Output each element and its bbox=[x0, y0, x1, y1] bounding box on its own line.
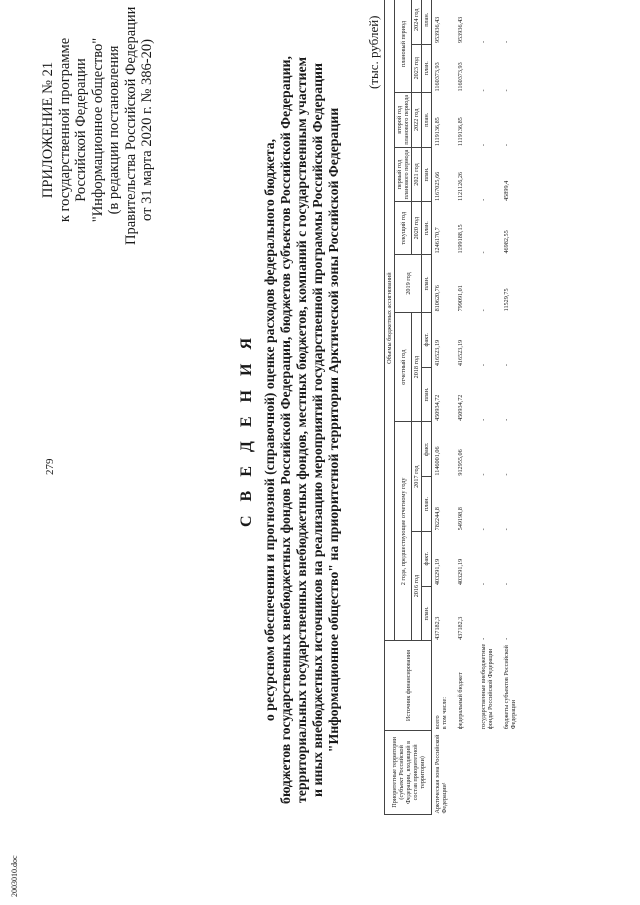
header-plan: план. bbox=[422, 586, 432, 641]
value-cell: 549198,8 bbox=[457, 507, 464, 531]
header-plan: план. bbox=[422, 0, 432, 44]
value-cell: 450934,72 bbox=[457, 394, 464, 421]
value-cell: 450934,72 bbox=[434, 394, 441, 421]
value-cell: 437182,3 bbox=[457, 616, 464, 640]
source-cell: бюджеты субъектов Российской Федерации bbox=[503, 645, 517, 730]
header-2022: 2022 год bbox=[412, 92, 422, 147]
value-cell: - bbox=[503, 364, 510, 367]
value-cell: - bbox=[480, 309, 487, 312]
value-cell: 1160373,93 bbox=[457, 62, 464, 92]
value-cell: - bbox=[480, 473, 487, 476]
header-plan: план. bbox=[422, 92, 432, 147]
value-cell: - bbox=[503, 637, 510, 640]
table-row bbox=[455, 0, 478, 815]
subtitle-line: территориальных государственных внебюджетных фондов, местных бюджетов, компаний с государственным участием bbox=[294, 56, 309, 804]
value-cell: - bbox=[503, 583, 510, 586]
value-cell: 1246170,7 bbox=[434, 227, 441, 254]
header-fact: факт. bbox=[422, 531, 432, 586]
subtitle-line: о ресурсном обеспечении и прогнозной (справочной) оценке расходов федерального бюджета, bbox=[262, 138, 277, 722]
value-cell: 403291,19 bbox=[457, 558, 464, 586]
header-2023: 2023 год bbox=[412, 44, 422, 92]
header-report-year: отчетный год bbox=[395, 312, 412, 421]
header-plan: план. bbox=[422, 202, 432, 255]
file-id: 2003010.doc bbox=[10, 855, 19, 897]
page-number: 279 bbox=[44, 458, 56, 475]
value-cell: 912955,06 bbox=[457, 449, 464, 476]
header-current-year: текущий год bbox=[395, 202, 412, 255]
value-cell: 416523,19 bbox=[434, 339, 441, 367]
header-2020: 2020 год bbox=[412, 202, 422, 255]
header-2021: 2021 год bbox=[412, 147, 422, 202]
value-cell: 1146001,06 bbox=[434, 446, 441, 476]
value-cell: 1119136,85 bbox=[457, 117, 464, 147]
value-cell: 1160373,93 bbox=[434, 62, 441, 92]
value-cell: 46982,55 bbox=[503, 230, 510, 254]
document-title: С В Е Д Е Н И Я bbox=[238, 332, 255, 528]
annex-line: (в редакции постановления bbox=[106, 45, 122, 215]
value-cell: - bbox=[480, 198, 487, 201]
value-cell: 782244,8 bbox=[434, 507, 441, 531]
value-cell: - bbox=[503, 89, 510, 92]
header-plan: план. bbox=[422, 44, 432, 92]
value-cell: - bbox=[480, 89, 487, 92]
table-row bbox=[478, 0, 501, 815]
source-cell: всего в том числе: bbox=[434, 697, 448, 730]
value-cell: - bbox=[480, 583, 487, 586]
value-cell: - bbox=[503, 40, 510, 44]
funding-table bbox=[384, 0, 524, 815]
header-fact: факт. bbox=[422, 312, 432, 367]
value-cell: - bbox=[503, 144, 510, 147]
value-cell: 953936,43 bbox=[457, 16, 464, 44]
table-row bbox=[432, 0, 456, 815]
value-cell: 416523,19 bbox=[457, 339, 464, 367]
header-territory: Приоритетные территории (субъект Российской Федерации, входящий в состав приоритетной территории) bbox=[385, 730, 432, 814]
value-cell: 11529,75 bbox=[503, 288, 510, 312]
annex-line: Правительства Российской Федерации bbox=[122, 6, 139, 245]
header-two-years: 2 года, предшествующие отчетному году bbox=[395, 422, 412, 641]
subtitle-line: бюджетов государственных внебюджетных фондов Российской Федерации, бюджетов субъектов Российской Федерации, bbox=[278, 56, 293, 804]
header-plan: план. bbox=[422, 477, 432, 532]
header-fact: факт. bbox=[422, 422, 432, 477]
value-cell: 799091,01 bbox=[457, 285, 464, 312]
value-cell: 1119136,85 bbox=[434, 117, 441, 147]
value-cell: 437182,3 bbox=[434, 616, 441, 640]
header-row-1 bbox=[385, 0, 395, 815]
value-cell: - bbox=[480, 364, 487, 367]
annex-line: "Информационное общество" bbox=[89, 37, 106, 223]
unit-label: (тыс. рублей) bbox=[366, 15, 381, 89]
value-cell: 953936,43 bbox=[434, 16, 441, 44]
subtitle-line: "Информационное общество" на приоритетной территории Арктической зоны Российской Федерации bbox=[326, 107, 341, 753]
header-2016: 2016 год bbox=[412, 531, 422, 640]
header-source: Источник финансирования bbox=[385, 641, 432, 730]
territory-cell: Арктическая зона Российской Федерации¹ bbox=[434, 734, 448, 814]
annex-line: к государственной программе bbox=[56, 37, 73, 223]
subtitle-line: и иных внебюджетных источников на реализацию мероприятий государственной программы Российской Федерации bbox=[310, 63, 325, 797]
value-cell: - bbox=[480, 637, 487, 640]
table-row bbox=[501, 0, 524, 815]
value-cell: - bbox=[480, 418, 487, 421]
annex-line: ПРИЛОЖЕНИЕ № 21 bbox=[40, 61, 56, 199]
value-cell: 403291,19 bbox=[434, 558, 441, 586]
document-heading bbox=[238, 35, 342, 825]
header-2018: 2018 год bbox=[412, 312, 422, 421]
header-2017: 2017 год bbox=[412, 422, 422, 531]
document-subtitle bbox=[262, 35, 342, 825]
source-cell: федеральный бюджет bbox=[457, 672, 464, 730]
value-cell: 1121126,26 bbox=[457, 171, 464, 201]
value-cell: 810620,76 bbox=[434, 285, 441, 312]
value-cell: - bbox=[480, 528, 487, 531]
value-cell: 1199188,15 bbox=[457, 224, 464, 254]
header-2024: 2024 год bbox=[412, 0, 422, 44]
value-cell: - bbox=[503, 528, 510, 531]
value-cell: - bbox=[480, 144, 487, 147]
annex-line: Российской Федерации bbox=[73, 58, 89, 202]
value-cell: 1167025,66 bbox=[434, 171, 441, 201]
header-plan: план. bbox=[422, 255, 432, 313]
header-first-plan-year: первый год планового периода bbox=[395, 147, 412, 202]
value-cell: - bbox=[480, 40, 487, 44]
value-cell: - bbox=[503, 418, 510, 421]
header-plan: план. bbox=[422, 367, 432, 422]
value-cell: - bbox=[503, 473, 510, 476]
value-cell: - bbox=[480, 251, 487, 254]
annex-block bbox=[40, 6, 156, 245]
annex-line: от 31 марта 2020 г. № 386-20) bbox=[139, 39, 155, 221]
header-volumes: Объемы бюджетных ассигнований bbox=[385, 0, 395, 641]
value-cell: 45899,4 bbox=[503, 180, 510, 201]
header-plan: план. bbox=[422, 147, 432, 202]
source-cell: государственные внебюджетные фонды Российской Федерации bbox=[480, 643, 494, 730]
header-second-plan-year: второй год планового периода bbox=[395, 92, 412, 147]
header-planning-period: плановый период bbox=[395, 0, 412, 92]
header-2019: 2019 год bbox=[395, 255, 422, 313]
